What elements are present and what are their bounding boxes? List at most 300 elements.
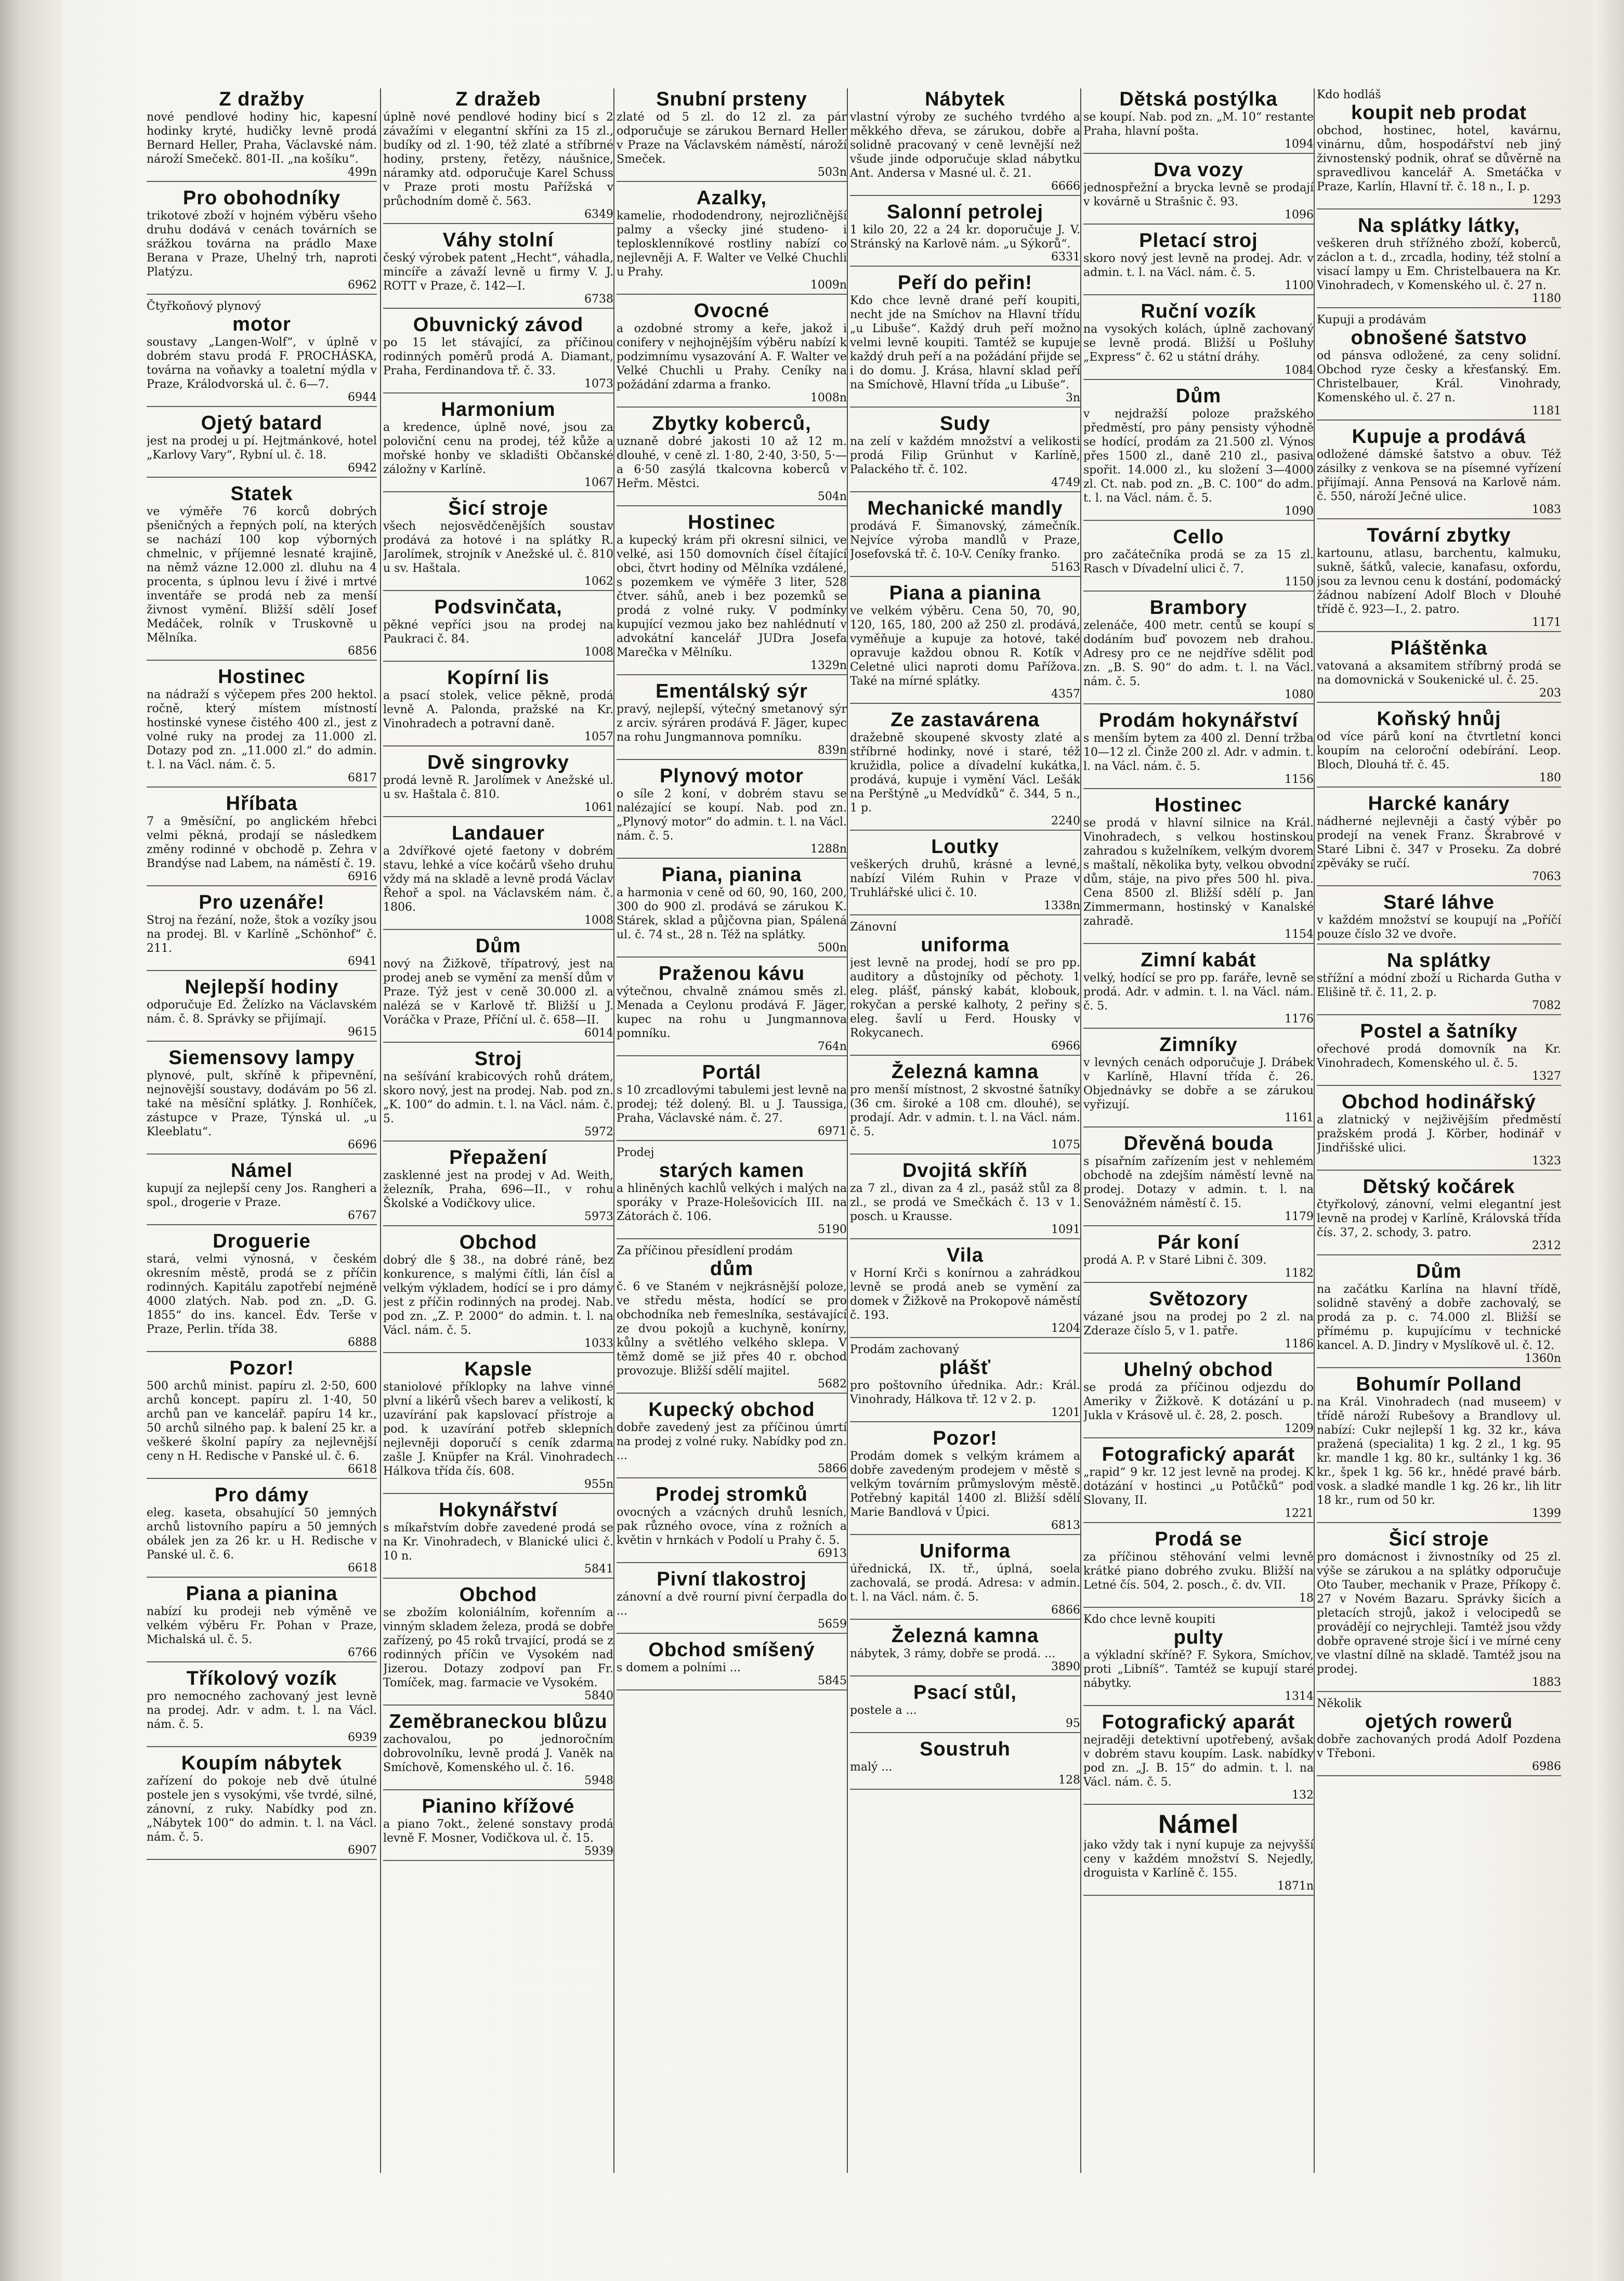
ad-body-text: kupují za nejlepší ceny Jos. Rangheri a spol., drogerie v Praze. (147, 1182, 377, 1209)
ad-headline: Zimníky (1159, 1034, 1238, 1056)
ad-headline: Zbytky koberců, (652, 413, 811, 435)
ad-reference-number: 1096 (1285, 208, 1314, 221)
ad-reference-number: 3890 (1051, 1660, 1080, 1673)
ad-body-text: nábytek, 3 rámy, dobře se prodá. ... (850, 1647, 1056, 1660)
classified-ad (147, 1752, 377, 1860)
ad-body-text: jako vždy tak i nyní kupuje za nejvyšší ceny v každém množství S. Nejedly, droguista v Karlíně č. 155. (1083, 1839, 1314, 1880)
ad-headline: Dvě singrovky (427, 752, 569, 774)
classified-ad (850, 1625, 1080, 1676)
ad-kicker: Prodám zachovaný (850, 1343, 960, 1356)
ad-headline: Hostinec (688, 512, 776, 533)
ad-headline: Dům (1175, 385, 1222, 407)
ad-divider (1083, 1225, 1314, 1226)
ad-body-text: malý ... (850, 1761, 893, 1774)
ad-headline: Prodej stromků (656, 1484, 808, 1505)
ad-divider (850, 1534, 1080, 1535)
ad-reference-number: 1176 (1285, 1013, 1314, 1026)
classified-ad (850, 201, 1080, 267)
classified-ad (1317, 1528, 1561, 1692)
ad-headline: Podsvinčata, (434, 596, 562, 618)
ad-kicker: Čtyřkoňový plynový (147, 300, 261, 313)
ad-headline: Postel a šatníky (1360, 1020, 1518, 1042)
ad-headline: Landauer (451, 822, 545, 844)
ad-headline: Ovocné (693, 300, 770, 322)
ad-divider (1083, 703, 1314, 704)
ad-divider (1083, 1437, 1314, 1438)
ad-headline: Z dražeb (455, 88, 541, 110)
classified-ad (617, 765, 847, 859)
classified-ad (1317, 525, 1561, 632)
ad-headline: Nejlepší hodiny (185, 976, 339, 998)
ad-divider (147, 786, 377, 788)
classified-ad (147, 666, 377, 788)
ad-divider (1317, 885, 1561, 886)
ad-divider (1317, 208, 1561, 209)
ad-headline: Piana, pianina (661, 864, 802, 886)
ad-divider (147, 1746, 377, 1747)
ad-kicker: Kdo chce levně koupiti (1083, 1613, 1215, 1626)
ad-divider (850, 1153, 1080, 1155)
ad-divider (383, 308, 613, 309)
ad-body-text: dobrý dle § 38., na dobré ráně, bez konkurence, s malými čítli, lán čísl a velkým výkladem, hodící se i pro dámy jest z příčin rodinných na prodej. Nab. pod zn. „Z. P. 2000“ do admin. t. l. na Václ. nám. č. 5. (383, 1254, 613, 1337)
ad-headline: Pro uzenáře! (199, 892, 325, 913)
ad-divider (1083, 1522, 1314, 1523)
ad-divider (1317, 307, 1561, 308)
ad-headline: koupit neb prodat (1351, 102, 1527, 124)
classified-ad (1083, 385, 1314, 521)
ad-reference-number: 5973 (584, 1210, 613, 1223)
ad-reference-number: 1201 (1051, 1406, 1080, 1419)
ad-headline: Harcké kanáry (1368, 793, 1510, 815)
ad-reference-number: 6866 (1051, 1604, 1080, 1617)
classified-ad (850, 921, 1080, 1056)
ad-divider (147, 1478, 377, 1479)
ad-body-text: úřednická, IX. tř., úplná, soela zachovalá, se prodá. Adresa: v admin. t. l. na Václ. nám. č. 5. (850, 1563, 1080, 1604)
ad-headline: motor (232, 313, 291, 335)
column-2 (383, 88, 613, 2173)
ad-reference-number: 1293 (1532, 193, 1561, 206)
ad-headline: Pozor! (933, 1427, 998, 1449)
ad-body-text: v Horní Krči s konírnou a zahrádkou levně se prodá aneb se vymění za domek v Žižkově na Prokopově náměstí č. 193. (850, 1267, 1080, 1322)
classified-ad (1083, 1810, 1314, 1896)
ad-body-text: uznaně dobré jakosti 10 až 12 m. dlouhé, v ceně zl. 1·80, 2·40, 3·50, 5·— a 6·50 zasýlá tkalcovna koberců v Heřm. Městci. (617, 435, 847, 490)
ad-headline: Pláštěnka (1390, 637, 1488, 659)
ad-reference-number: 6971 (818, 1125, 847, 1138)
ad-reference-number: 839n (817, 744, 847, 757)
ad-divider (1317, 1085, 1561, 1086)
classified-ad (1083, 526, 1314, 592)
ad-reference-number: 1057 (584, 730, 613, 743)
ad-reference-number: 6696 (348, 1138, 377, 1151)
classified-ad (383, 1147, 613, 1226)
ad-divider (1083, 1028, 1314, 1029)
ad-body-text: po 15 let stávající, za příčinou rodinných poměrů prodá A. Diamant, Praha, Ferdinandova tř. č. 33. (383, 336, 613, 377)
ad-divider (1083, 379, 1314, 380)
classified-ad (850, 88, 1080, 196)
ad-headline: Harmonium (441, 399, 556, 421)
classified-ad (383, 822, 613, 930)
ad-headline: Ojetý batard (201, 412, 323, 434)
ad-body-text: pravý, nejlepší, výtečný smetanový sýr z arciv. sýráren prodává F. Jäger, kupec na rohu Jungmannova pomníku. (617, 703, 847, 744)
classified-ad (1083, 794, 1314, 944)
ad-reference-number: 1221 (1285, 1507, 1314, 1520)
ad-body-text: a harmonia v ceně od 60, 90, 160, 200, 300 do 900 zl. prodává se zárukou K. Stárek, sklad a půjčovna pian, Spálená ul. č. 74 st., 28 n. Též na splátky. (617, 886, 847, 941)
ad-divider (617, 1055, 847, 1056)
ad-divider (147, 1859, 377, 1860)
classified-ad (383, 1048, 613, 1142)
ad-headline: Cello (1173, 526, 1224, 548)
classified-ad (1317, 892, 1561, 945)
ad-reference-number: 6939 (348, 1731, 377, 1744)
ad-headline: Mechanické mandly (867, 497, 1063, 519)
ad-reference-number: 5866 (818, 1462, 847, 1475)
ad-reference-number: 1080 (1285, 688, 1314, 701)
classified-ad (147, 1160, 377, 1225)
ad-body-text: ovocných a vzácných druhů lesních, pak různého ovoce, vína z rožních a květin v hrnkách v Podolí u Prahy č. 5. (617, 1506, 847, 1547)
classified-ad (383, 752, 613, 817)
ad-body-text: skoro nový jest levně na prodej. Adr. v admin. t. l. na Václ. nám. č. 5. (1083, 252, 1314, 279)
ad-body-text: a ozdobné stromy a keře, jakož i conifery v nejhojnějším výběru nabízí k podzimnímu vysazování A. F. Walter ve Velké Chuchli u Prahy. Ceníky na požádání zdarma a franko. (617, 322, 847, 391)
ad-divider (147, 1351, 377, 1352)
ad-divider (850, 1732, 1080, 1733)
classified-ad (383, 88, 613, 224)
ad-headline: Námel (1158, 1810, 1239, 1838)
ad-reference-number: 1871n (1277, 1880, 1314, 1893)
classified-ad (617, 300, 847, 408)
ad-reference-number: 1009n (810, 279, 847, 292)
ad-headline: Salonní petrolej (886, 201, 1044, 223)
ad-headline: plášť (939, 1357, 991, 1379)
ad-reference-number: 1008 (584, 646, 613, 659)
ad-headline: Šicí stroje (448, 497, 548, 519)
ad-reference-number: 6962 (348, 279, 377, 292)
classified-ad (1317, 637, 1561, 703)
ad-reference-number: 1061 (584, 801, 613, 814)
ad-body-text: Kdo chce levně drané peří koupiti, necht jde na Smíchov na Hlavní třídu „u Libuše“. Každý druh peří možno velmi levně koupiti. Tamtéž se kupuje každý druh peří a na požádání přijde se i do domu. J. Krása, hlavní sklad peří na Smíchově, Hlavní třída „u Libuše“. (850, 294, 1080, 391)
classified-ad (147, 1230, 377, 1352)
ad-body-text: staniolové příklopky na lahve vinné plvní a likérů všech barev a velikostí, k uzavírání pak kapslovací přístroje a pod. k uzavírání potřeb sklepních nejlevněji doporučí s ceník zdarma zašle J. Knüpfer na Král. Vinohradech Hálkova třída čís. 608. (383, 1381, 613, 1478)
ad-body-text: nové pendlové hodiny hic, kapesní hodinky kryté, hudičky levně prodá Bernard Heller, Praha, Václavské nám. nároží Smečekč. 801-II. „na košíku“. (147, 111, 377, 166)
ad-body-text: a výkladní skříně? F. Sykora, Smíchov, proti „Libníš“. Tamtéž se kupují staré nábytky. (1083, 1649, 1314, 1690)
ad-body-text: výtečnou, chvalně známou směs zl. Menada a Ceylonu prodává F. Jäger, kupec na rohu u Jungmannova pomníku. (617, 985, 847, 1040)
classified-ad (850, 709, 1080, 831)
classified-ad (1317, 950, 1561, 1015)
classified-ad (383, 1358, 613, 1494)
ad-headline: Obchod (459, 1584, 538, 1606)
classified-ad (383, 667, 613, 746)
classified-ad (1317, 793, 1561, 886)
ad-divider (383, 1140, 613, 1142)
ad-divider (1083, 520, 1314, 521)
ad-divider (617, 1238, 847, 1239)
ad-headline: Ruční vozík (1141, 300, 1256, 322)
ad-divider (617, 294, 847, 295)
ad-divider (850, 1619, 1080, 1620)
ad-reference-number: 1288n (810, 843, 847, 856)
ad-headline: Dětský kočárek (1363, 1176, 1515, 1198)
ad-divider (617, 1393, 847, 1394)
ad-divider (1083, 591, 1314, 592)
column-rule (1080, 88, 1081, 2173)
ad-body-text: na Král. Vinohradech (nad museem) v třídě nároží Rubešovy a Brandlovy ul. nabízí: Cukr nejlepší 1 kg. 32 kr., káva pražená (specialita) 1 kg. 2 zl., 1 kg. 95 kr. mandle 1 kg. 80 kr., sultánky 1 kg. 36 kr., špek 1 kg. 56 kr., hnědé pravé bárb. vosk. a sladké mandle 1 kg. 26 kr., lih litr 18 kr., rum od 50 kr. (1317, 1396, 1561, 1507)
ad-headline: ojetých rowerů (1365, 1711, 1513, 1733)
ad-headline: Plynový motor (660, 765, 804, 787)
classified-ad (1083, 1711, 1314, 1805)
ad-reference-number: 6856 (348, 645, 377, 658)
classified-ad (383, 497, 613, 591)
ad-reference-number: 7063 (1532, 870, 1561, 883)
classified-ad (1317, 313, 1561, 421)
ad-body-text: ve výměře 76 korců dobrých pšeničných a řepných polí, na kterých se nachází 100 kop výborných chmelnic, v příjemné lesnaté krajině, na němž vázne 12.000 zl. dluhu na 4 procenta, s úplnou levu í živé i mrtvé inventáře se prodá neb za menší živnost vymění. Bližší sdělí Josef Medáček, rolník v Truskovně u Mělníka. (147, 505, 377, 645)
ad-reference-number: 1154 (1285, 928, 1314, 941)
ad-headline: Koupím nábytek (181, 1752, 343, 1774)
ad-divider (1083, 1705, 1314, 1706)
ad-divider (383, 491, 613, 492)
ad-headline: Námel (230, 1160, 293, 1182)
ad-reference-number: 1008 (584, 914, 613, 927)
ad-kicker: Zánovní (850, 921, 897, 934)
ad-reference-number: 1179 (1285, 1210, 1314, 1223)
ad-reference-number: 499n (347, 166, 377, 179)
classified-ad (850, 582, 1080, 704)
ad-body-text: stará, velmi výnosná, v českém okresním městě, prodá se z příčin rodinných. Kapitálu zapotřebí nejméně 4000 zlatých. Nab. pod zn. „D. G. 1855“ do ins. kancel. Édv. Terše v Praze, Perlin. třída 38. (147, 1253, 377, 1336)
ad-headline: Pianino křížové (422, 1795, 575, 1817)
ad-body-text: úplně nové pendlové hodiny bicí s 2 závažími v elegantní skříni za 15 zl., budíky od zl. 1·90, též zlaté a stříbrné hodiny, prsteny, řetězy, náušnice, náramky atd. odporučuje Karel Schuss v Praze proti mostu Pařížská v průchodním domě č. 563. (383, 111, 613, 208)
classified-ad (617, 1568, 847, 1634)
ad-headline: Droguerie (213, 1230, 311, 1252)
ad-divider (383, 1225, 613, 1226)
ad-reference-number: 1338n (1043, 899, 1080, 912)
classified-ad (1083, 1444, 1314, 1523)
ad-reference-number: 128 (1058, 1774, 1080, 1787)
ad-divider (383, 1860, 613, 1861)
ad-body-text: pro domácnost i živnostníky od 25 zl. výše se zárukou a na splátky odporučuje Oto Tauber, mechanik v Praze, Příkopy č. 27 v Novém Bazaru. Správky šicích a pletacích strojů, jakož i velocipedů se provádějí co nejrychleji. Tamtéž jsou vždy dobře opravené stroje šicí i ve mírné ceny ve vlastní dílně na skladě. Tamtéž jsou na prodej. (1317, 1551, 1561, 1676)
classified-ad (617, 1484, 847, 1563)
ad-reference-number: 6966 (1051, 1040, 1080, 1053)
ad-reference-number: 6986 (1532, 1760, 1561, 1773)
ad-divider (617, 1633, 847, 1634)
classified-ad (147, 793, 377, 886)
classified-ad (850, 497, 1080, 577)
ad-headline: Hříbata (226, 793, 298, 815)
ad-kicker: Prodej (617, 1146, 654, 1159)
ad-divider (383, 223, 613, 224)
ad-reference-number: 1883 (1532, 1676, 1561, 1689)
ad-headline: Piana a pianina (889, 582, 1041, 604)
ad-reference-number: 1204 (1051, 1322, 1080, 1335)
ad-body-text: český výrobek patent „Hecht“, váhadla, mincíře a závaží levně u firmy V. J. ROTT v Praze, č. 142—I. (383, 252, 613, 293)
classified-ad (147, 1047, 377, 1155)
classified-ad (1317, 1697, 1561, 1776)
ad-reference-number: 5948 (584, 1774, 613, 1787)
classified-ad (617, 1146, 847, 1239)
ad-reference-number: 955n (584, 1478, 613, 1491)
ad-body-text: se koupí. Nab. pod zn. „M. 10“ restante Praha, hlavní pošta. (1083, 111, 1314, 138)
classified-ad (1317, 1261, 1561, 1368)
classified-ad (850, 1540, 1080, 1620)
ad-body-text: zasklenné jest na prodej v Ad. Weith, železník, Praha, 696—II., v rohu Školské a Vodičkovy ulice. (383, 1169, 613, 1210)
ad-reference-number: 203 (1539, 687, 1561, 700)
ad-divider (1317, 702, 1561, 703)
ad-body-text: dražebně skoupené skvosty zlaté a stříbrné hodinky, nové i staré, též kružidla, police a dívadelní kukátka, prodává, kupuje i vymění Václ. Lešák na Perštýně „u Medvídků“ č. 344, 5 n., 1 p. (850, 731, 1080, 815)
classified-ad (147, 187, 377, 295)
ad-divider (1317, 518, 1561, 519)
ad-headline: Nábytek (925, 88, 1005, 110)
ad-body-text: a zlatnický v nejživějším předměstí pražském prodá J. Körber, hodinář v Jindřišské ulici. (1317, 1113, 1561, 1155)
ad-body-text: čtyřkolový, zánovní, velmi elegantní jest levně na prodej v Karlíně, Královská třída čís. 37, 2. schody, 3. patro. (1317, 1198, 1561, 1239)
ad-body-text: zachovalou, po jednoročním dobrovolníku, levně prodá J. Vaněk na Smíchově, Komenského ul. č. 16. (383, 1733, 613, 1774)
ad-divider (147, 1153, 377, 1155)
ad-divider (383, 745, 613, 746)
classified-ad (1083, 949, 1314, 1029)
ad-divider (617, 181, 847, 182)
ad-body-text: na sešívání krabicových rohů drátem, skoro nový, jest na prodej. Nab. pod zn. „K. 100“ do admin. t. l. na Václ. nám. č. 5. (383, 1070, 613, 1125)
classified-ad (850, 836, 1080, 915)
ad-divider (850, 1055, 1080, 1056)
ad-body-text: zánovní a dvě rourní pivní čerpadla do ... (617, 1591, 847, 1618)
ad-divider (383, 1042, 613, 1043)
ad-divider (850, 703, 1080, 704)
classified-ad (147, 88, 377, 182)
ad-headline: Tříkolový vozík (186, 1668, 337, 1689)
ad-headline: Pro dámy (214, 1484, 309, 1506)
ad-headline: Prodám hokynářství (1098, 710, 1299, 731)
ad-headline: Snubní prsteny (656, 88, 807, 110)
ad-body-text: soustavy „Langen-Wolf“, v úplně v dobrém stavu prodá F. PROCHÁSKA, továrna na voňavky a toaletní mýdla v Praze, Králodvorská ul. č. 6—7. (147, 336, 377, 391)
ad-headline: Fotografický aparát (1102, 1444, 1295, 1465)
ad-body-text: zařízení do pokoje neb dvě útulné postele jen s vysokými, vše tvrdé, silné, zánovní, z ruky. Nabídky pod zn. „Nábytek 100“ do admin. t. l. na Václ. nám. č. 5. (147, 1775, 377, 1844)
ad-reference-number: 1399 (1532, 1507, 1561, 1520)
ad-reference-number: 1150 (1285, 575, 1314, 588)
ad-headline: Tovární zbytky (1367, 525, 1511, 546)
classified-ad (617, 1244, 847, 1394)
ad-reference-number: 504n (817, 490, 847, 503)
ad-reference-number: 1360n (1524, 1352, 1561, 1365)
ad-headline: Pár koní (1157, 1231, 1240, 1253)
ad-reference-number: 6666 (1051, 180, 1080, 193)
ad-divider (383, 1352, 613, 1353)
ad-body-text: veškeren druh střížného zboží, koberců, záclon a t. d., zrcadla, hodiny, též stolní a visací lampy u Em. Christelbauera na Kr. Vinohradech, v Komenského ul. č. 27 n. (1317, 237, 1561, 292)
ad-divider (617, 407, 847, 408)
ad-headline: Pozor! (229, 1357, 294, 1379)
ad-reference-number: 5659 (818, 1618, 847, 1631)
ad-headline: Světozory (1149, 1288, 1248, 1310)
ad-headline: Statek (230, 483, 293, 505)
ad-reference-number: 1094 (1285, 138, 1314, 151)
ad-divider (850, 1675, 1080, 1676)
ad-reference-number: 6916 (348, 870, 377, 883)
ad-headline: Dřevěná bouda (1123, 1133, 1274, 1155)
ad-headline: Sudy (940, 413, 990, 435)
ad-reference-number: 1180 (1532, 292, 1561, 305)
ad-divider (850, 195, 1080, 196)
ad-reference-number: 1008n (810, 391, 847, 404)
ad-body-text: za 7 zl., divan za 4 zl., pasáž stůl za 8 zl., se prodá ve Smečkách č. 13 v 1. posch. u Krausse. (850, 1182, 1080, 1223)
ad-reference-number: 503n (817, 166, 847, 179)
classified-ad (147, 976, 377, 1042)
classified-ad (383, 596, 613, 662)
ad-body-text: na vysokých kolách, úplně zachovaný se levně prodá. Bližší u Pošluhy „Express“ č. 62 u státní dráhy. (1083, 323, 1314, 364)
ad-reference-number: 1327 (1532, 1070, 1561, 1083)
ad-headline: Železná kamna (891, 1061, 1039, 1083)
ad-body-text: pro poštovního úřednika. Adr.: Král. Vinohrady, Hálkova tř. 12 v 2. p. (850, 1379, 1080, 1406)
classified-ad (1317, 1091, 1561, 1171)
ad-body-text: odložené dámské šatstvo a obuv. Též zásilky z venkova se na písemné vyřízení přijímají. Anna Pensová na Karlově nám. č. 550, nároží Ječné ulice. (1317, 448, 1561, 503)
ad-headline: Prodá se (1155, 1528, 1242, 1550)
ad-body-text: a kredence, úplně nové, jsou za polovičnί cenu na prodej, též kůže a mořské honby ve skladišti Občanské záložny v Karlíně. (383, 421, 613, 476)
ad-headline: Brambory (1149, 597, 1248, 619)
ad-reference-number: 1073 (584, 377, 613, 390)
ad-divider (1317, 1254, 1561, 1255)
ad-body-text: s písařním zařízením jest v nehlemém obchodě na zdejším náměstí levně na prodej. Dotazy v admin. t. l. na Senovážném náměstí č. 15. (1083, 1155, 1314, 1210)
classified-ad (147, 300, 377, 407)
ad-headline: Pro obohodníky (182, 187, 341, 209)
ad-headline: Dům (475, 935, 521, 957)
ad-divider (147, 1224, 377, 1225)
classified-ad (617, 187, 847, 295)
ad-headline: Pivní tlakostroj (657, 1568, 807, 1590)
ad-reference-number: 1033 (584, 1337, 613, 1350)
ad-reference-number: 1075 (1051, 1138, 1080, 1151)
ad-divider (1083, 943, 1314, 944)
ad-headline: Šicí stroje (1389, 1528, 1489, 1550)
classified-ad (383, 229, 613, 309)
classified-ad (850, 1244, 1080, 1338)
ad-reference-number: 6941 (348, 955, 377, 968)
ad-divider (1317, 1170, 1561, 1171)
ad-headline: Obchod hodinářský (1342, 1091, 1536, 1113)
ad-headline: Dvojitá skříň (902, 1160, 1028, 1182)
ad-headline: uniforma (921, 934, 1010, 956)
column-rule (847, 88, 848, 2173)
ad-reference-number: 1091 (1051, 1223, 1080, 1236)
ad-body-text: Prodám domek s velkým krámem a dobře zavedeným prodejem v městě s velkým továrním průmyslovým městě. Potřebný kapitál 1400 zl. Bližší sdělí Marie Bandlová v Úpici. (850, 1450, 1080, 1519)
ad-divider (1317, 420, 1561, 421)
ad-body-text: s domem a polními ... (617, 1661, 741, 1674)
ad-divider (383, 590, 613, 591)
ad-headline: Kupuje a prodává (1352, 426, 1526, 448)
ad-body-text: ve velkém výběru. Cena 50, 70, 90, 120, 165, 180, 200 až 250 zl. prodává, vyměňuje a kupuje za hotové, také opravuje každou obnou R. Kotík v Celetné ulici naproti domu Pařížova. Také na mírné splátky. (850, 605, 1080, 688)
classified-ad (850, 1682, 1080, 1733)
ad-headline: Piana a pianina (186, 1583, 338, 1605)
ad-headline: Kapsle (464, 1358, 532, 1380)
classified-ad (617, 88, 847, 182)
ad-body-text: za příčinou stěhování velmi levně krátké piano dobrého zvuku. Bližší na Letné čís. 504, 2. posch., č. dv. VII. (1083, 1551, 1314, 1592)
ad-headline: obnošené šatstvo (1351, 327, 1527, 349)
ad-kicker: Několik (1317, 1697, 1362, 1710)
ad-reference-number: 6913 (818, 1547, 847, 1560)
ad-body-text: a piano 7okt., želené sonstavy prodá levně F. Mosner, Vodičkova ul. č. 15. (383, 1818, 613, 1845)
ad-reference-number: 4749 (1051, 476, 1080, 489)
ad-headline: Kupecký obchod (648, 1399, 815, 1421)
classified-ad (147, 1668, 377, 1747)
ad-reference-number: 6817 (348, 771, 377, 784)
classified-ad (850, 1160, 1080, 1239)
ad-divider (850, 1337, 1080, 1338)
ad-reference-number: 1083 (1532, 503, 1561, 516)
classified-ad (383, 1711, 613, 1790)
ad-divider (617, 505, 847, 506)
ad-body-text: veškerých druhů, krásné a levné, nabízí Vilém Ruhin v Praze v Truhlářské ulici č. 10. (850, 858, 1080, 899)
ad-headline: Přepažení (449, 1147, 547, 1169)
classified-ad (1083, 1613, 1314, 1706)
ad-divider (147, 885, 377, 886)
ad-body-text: jest levně na prodej, hodí se pro pp. auditory a důstojníky od pěchoty. 1 eleg. plášť, pánský kabát, klobouk, rokyčan a perské kalhoty, 2 peřiny s eleg. šavlí u Ferd. Housky v Rokycanech. (850, 956, 1080, 1040)
ad-body-text: všech nejosvědčenějších soustav prodává za hotové i na splátky R. Jarolímek, strojník v Anežské ul. č. 810 u sv. Haštala. (383, 520, 613, 575)
ad-divider (147, 660, 377, 661)
column-6 (1317, 88, 1561, 2173)
ad-kicker: Kdo hodláš (1317, 88, 1381, 101)
